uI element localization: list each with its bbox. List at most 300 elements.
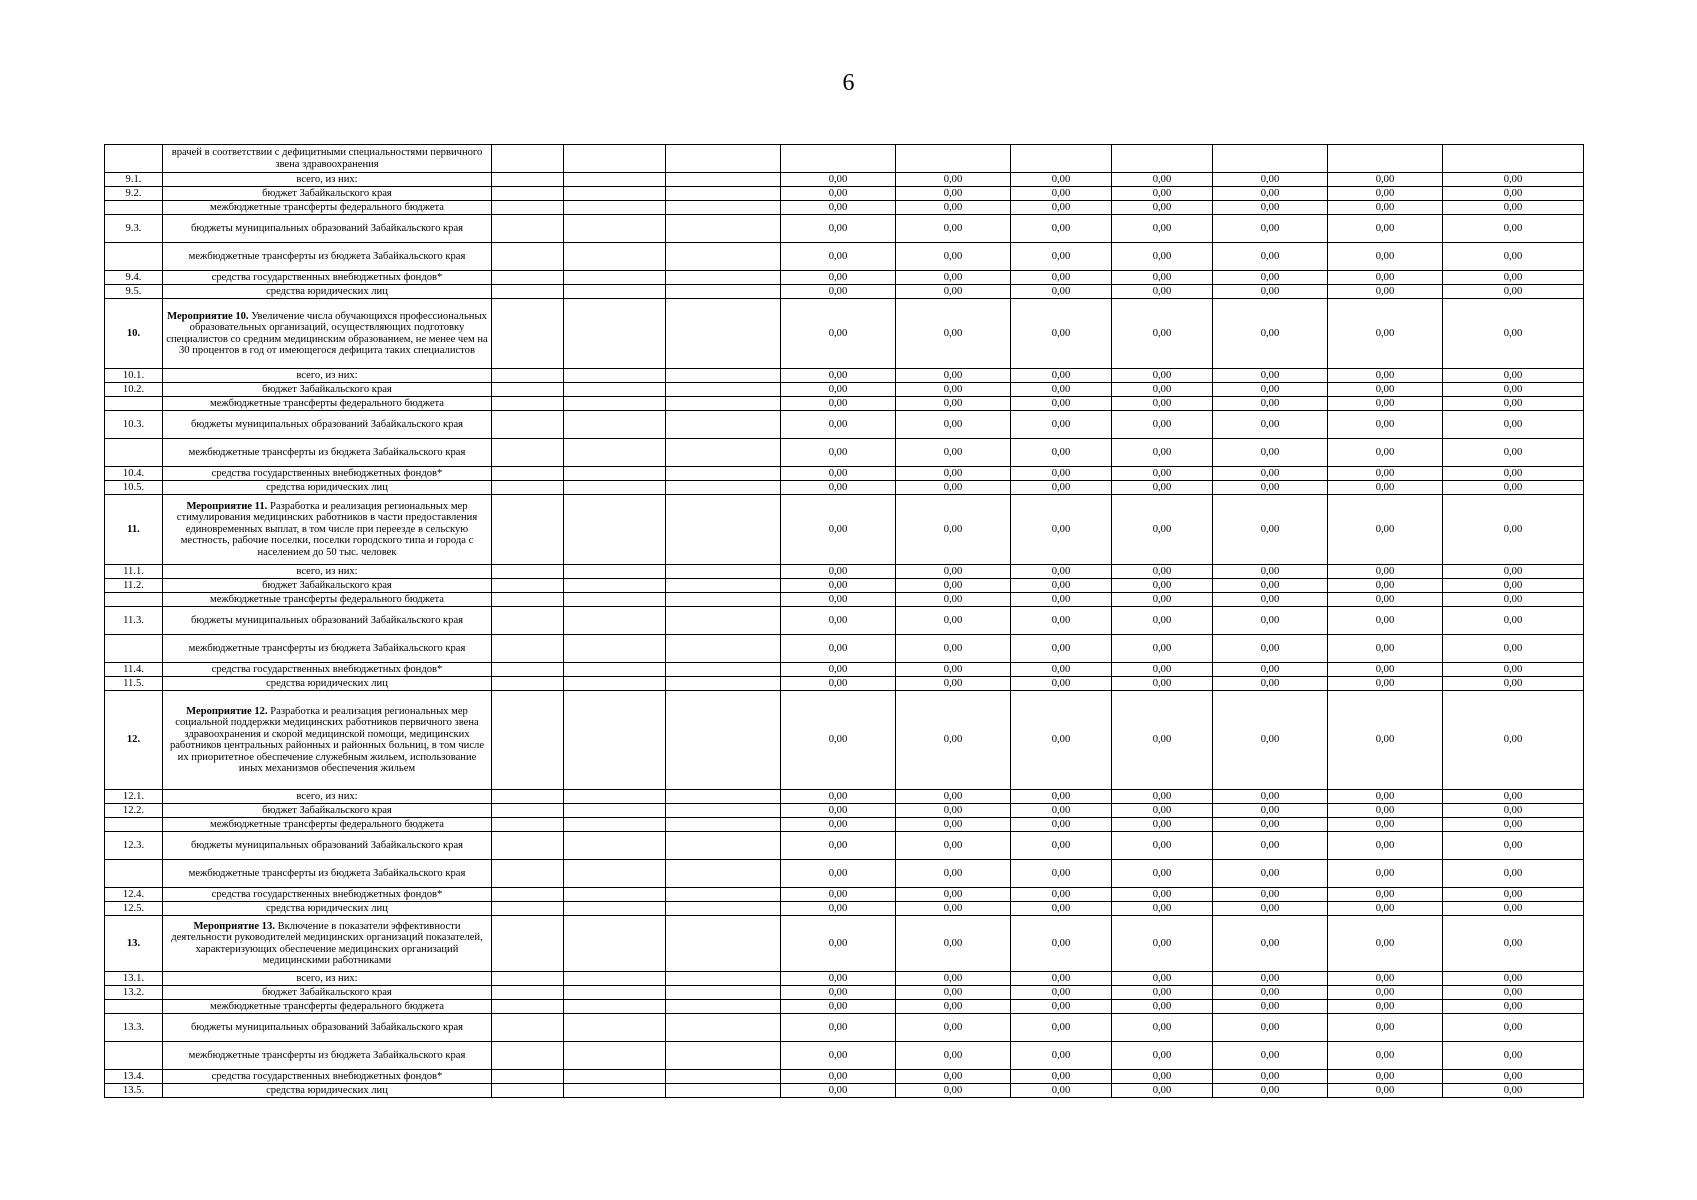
measure-title: Мероприятие 12. [186, 705, 268, 717]
value-cell: 0,00 [1213, 1014, 1328, 1042]
value-cell: 0,00 [1328, 481, 1443, 495]
value-cell: 0,00 [1112, 243, 1213, 271]
empty-cell [666, 383, 781, 397]
row-description-cell: всего, из них: [163, 972, 492, 986]
value-cell: 0,00 [1112, 635, 1213, 663]
row-description-cell: средства государственных внебюджетных фондов* [163, 888, 492, 902]
empty-cell [564, 411, 666, 439]
value-cell: 0,00 [1328, 187, 1443, 201]
empty-cell [666, 818, 781, 832]
value-cell: 0,00 [1112, 187, 1213, 201]
value-cell: 0,00 [896, 593, 1011, 607]
value-cell: 0,00 [781, 1084, 896, 1098]
row-description-cell: всего, из них: [163, 565, 492, 579]
table-row [105, 888, 1584, 902]
empty-cell [492, 691, 564, 790]
value-cell: 0,00 [1328, 1070, 1443, 1084]
value-cell: 0,00 [1443, 1042, 1584, 1070]
value-cell: 0,00 [1213, 860, 1328, 888]
value-cell: 0,00 [1213, 187, 1328, 201]
value-cell: 0,00 [1011, 1042, 1112, 1070]
value-cell: 0,00 [896, 173, 1011, 187]
value-cell: 0,00 [1011, 285, 1112, 299]
value-cell: 0,00 [1213, 677, 1328, 691]
value-cell: 0,00 [1213, 593, 1328, 607]
empty-cell [492, 1070, 564, 1084]
value-cell: 0,00 [1213, 790, 1328, 804]
empty-cell [492, 243, 564, 271]
value-cell [781, 145, 896, 173]
value-cell: 0,00 [781, 299, 896, 369]
row-number-cell [105, 243, 163, 271]
value-cell: 0,00 [1443, 607, 1584, 635]
table-row [105, 1000, 1584, 1014]
value-cell: 0,00 [781, 1014, 896, 1042]
row-number-cell: 12.3. [105, 832, 163, 860]
value-cell: 0,00 [1011, 565, 1112, 579]
value-cell: 0,00 [1112, 1000, 1213, 1014]
value-cell: 0,00 [1443, 790, 1584, 804]
value-cell: 0,00 [781, 397, 896, 411]
empty-cell [666, 677, 781, 691]
row-description-cell: межбюджетные трансферты федерального бюджета [163, 1000, 492, 1014]
value-cell: 0,00 [781, 1042, 896, 1070]
empty-cell [492, 369, 564, 383]
value-cell: 0,00 [1328, 902, 1443, 916]
row-description-cell: средства юридических лиц [163, 902, 492, 916]
empty-cell [492, 1014, 564, 1042]
table-row [105, 369, 1584, 383]
empty-cell [666, 201, 781, 215]
value-cell: 0,00 [896, 271, 1011, 285]
empty-cell [666, 285, 781, 299]
empty-cell [564, 565, 666, 579]
empty-cell [492, 411, 564, 439]
value-cell: 0,00 [1328, 383, 1443, 397]
empty-cell [666, 888, 781, 902]
row-description-cell [163, 916, 492, 972]
value-cell: 0,00 [781, 972, 896, 986]
table-row [105, 677, 1584, 691]
empty-cell [492, 215, 564, 243]
empty-cell [564, 397, 666, 411]
empty-cell [564, 145, 666, 173]
value-cell: 0,00 [1011, 677, 1112, 691]
row-description-cell [163, 299, 492, 369]
value-cell: 0,00 [1011, 299, 1112, 369]
value-cell: 0,00 [896, 411, 1011, 439]
row-description-cell: межбюджетные трансферты из бюджета Забайкальского края [163, 439, 492, 467]
empty-cell [492, 145, 564, 173]
value-cell: 0,00 [781, 986, 896, 1000]
measure-row [105, 916, 1584, 972]
empty-cell [666, 804, 781, 818]
value-cell: 0,00 [781, 916, 896, 972]
row-description-cell: средства государственных внебюджетных фондов* [163, 1070, 492, 1084]
row-number-cell: 11. [105, 495, 163, 565]
empty-cell [492, 888, 564, 902]
value-cell: 0,00 [1213, 383, 1328, 397]
row-description-cell: врачей в соответствии с дефицитными специальностями первичного звена здравоохранения [163, 145, 492, 173]
measure-text: Разработка и реализация региональных мер стимулирования медицинских работников в части предоставления единовременных выплат, в том числе при переезде в сельскую местность, рабочие поселки, поселки городского типа и города с населением до 50 тыс. человек [176, 500, 478, 558]
value-cell: 0,00 [896, 986, 1011, 1000]
value-cell: 0,00 [1112, 369, 1213, 383]
empty-cell [564, 1070, 666, 1084]
value-cell: 0,00 [1328, 271, 1443, 285]
empty-cell [492, 1042, 564, 1070]
row-number-cell: 13. [105, 916, 163, 972]
empty-cell [492, 271, 564, 285]
empty-cell [492, 467, 564, 481]
row-number-cell: 12. [105, 691, 163, 790]
value-cell: 0,00 [781, 481, 896, 495]
value-cell: 0,00 [1328, 1084, 1443, 1098]
empty-cell [666, 495, 781, 565]
row-number-cell [105, 635, 163, 663]
empty-cell [564, 804, 666, 818]
value-cell: 0,00 [896, 804, 1011, 818]
value-cell: 0,00 [1011, 607, 1112, 635]
value-cell: 0,00 [1112, 593, 1213, 607]
value-cell: 0,00 [1112, 916, 1213, 972]
value-cell: 0,00 [1443, 818, 1584, 832]
value-cell: 0,00 [1112, 790, 1213, 804]
value-cell: 0,00 [1213, 565, 1328, 579]
empty-cell [666, 902, 781, 916]
empty-cell [492, 804, 564, 818]
table-row [105, 607, 1584, 635]
value-cell: 0,00 [1011, 804, 1112, 818]
row-number-cell: 13.5. [105, 1084, 163, 1098]
table-row [105, 790, 1584, 804]
value-cell [1213, 145, 1328, 173]
measure-row [105, 691, 1584, 790]
empty-cell [492, 285, 564, 299]
value-cell: 0,00 [1443, 467, 1584, 481]
empty-cell [492, 439, 564, 467]
row-description-cell: средства государственных внебюджетных фондов* [163, 271, 492, 285]
row-description-cell [163, 691, 492, 790]
table-row [105, 818, 1584, 832]
empty-cell [564, 972, 666, 986]
row-description-cell: межбюджетные трансферты федерального бюджета [163, 201, 492, 215]
table-row [105, 635, 1584, 663]
value-cell: 0,00 [781, 565, 896, 579]
value-cell: 0,00 [896, 285, 1011, 299]
empty-cell [666, 243, 781, 271]
value-cell: 0,00 [1213, 397, 1328, 411]
value-cell: 0,00 [1213, 1084, 1328, 1098]
value-cell: 0,00 [896, 187, 1011, 201]
value-cell: 0,00 [1443, 243, 1584, 271]
empty-cell [666, 299, 781, 369]
table-row [105, 285, 1584, 299]
value-cell: 0,00 [781, 187, 896, 201]
value-cell: 0,00 [1443, 201, 1584, 215]
empty-cell [666, 593, 781, 607]
value-cell: 0,00 [1213, 832, 1328, 860]
value-cell: 0,00 [1213, 285, 1328, 299]
value-cell: 0,00 [781, 677, 896, 691]
value-cell: 0,00 [896, 299, 1011, 369]
value-cell: 0,00 [1328, 369, 1443, 383]
value-cell: 0,00 [1112, 299, 1213, 369]
value-cell: 0,00 [1328, 411, 1443, 439]
value-cell: 0,00 [1443, 902, 1584, 916]
value-cell: 0,00 [1112, 439, 1213, 467]
value-cell: 0,00 [1112, 677, 1213, 691]
value-cell: 0,00 [896, 243, 1011, 271]
row-description-cell: бюджет Забайкальского края [163, 804, 492, 818]
empty-cell [564, 790, 666, 804]
table-row [105, 1070, 1584, 1084]
value-cell: 0,00 [1112, 1014, 1213, 1042]
value-cell: 0,00 [896, 790, 1011, 804]
empty-cell [666, 1042, 781, 1070]
value-cell: 0,00 [1011, 215, 1112, 243]
empty-cell [666, 187, 781, 201]
value-cell: 0,00 [1443, 691, 1584, 790]
empty-cell [666, 397, 781, 411]
empty-cell [564, 215, 666, 243]
empty-cell [666, 411, 781, 439]
empty-cell [666, 1000, 781, 1014]
row-number-cell: 11.5. [105, 677, 163, 691]
value-cell: 0,00 [1443, 579, 1584, 593]
value-cell: 0,00 [1011, 383, 1112, 397]
empty-cell [492, 187, 564, 201]
value-cell: 0,00 [896, 481, 1011, 495]
row-description-cell: бюджет Забайкальского края [163, 579, 492, 593]
value-cell: 0,00 [1213, 215, 1328, 243]
empty-cell [666, 635, 781, 663]
value-cell: 0,00 [781, 818, 896, 832]
empty-cell [666, 271, 781, 285]
table-row [105, 832, 1584, 860]
empty-cell [564, 579, 666, 593]
value-cell: 0,00 [1443, 860, 1584, 888]
value-cell: 0,00 [1213, 1000, 1328, 1014]
value-cell: 0,00 [1011, 635, 1112, 663]
value-cell: 0,00 [1112, 663, 1213, 677]
table-row [105, 565, 1584, 579]
row-number-cell: 10.1. [105, 369, 163, 383]
row-description-cell: межбюджетные трансферты из бюджета Забайкальского края [163, 1042, 492, 1070]
value-cell: 0,00 [1213, 663, 1328, 677]
empty-cell [666, 369, 781, 383]
row-number-cell: 9.2. [105, 187, 163, 201]
empty-cell [492, 790, 564, 804]
empty-cell [666, 439, 781, 467]
value-cell: 0,00 [1213, 271, 1328, 285]
value-cell: 0,00 [1213, 173, 1328, 187]
empty-cell [666, 860, 781, 888]
value-cell: 0,00 [1443, 411, 1584, 439]
empty-cell [492, 860, 564, 888]
value-cell: 0,00 [781, 790, 896, 804]
value-cell: 0,00 [896, 860, 1011, 888]
value-cell: 0,00 [1328, 790, 1443, 804]
value-cell: 0,00 [1443, 565, 1584, 579]
value-cell [1328, 145, 1443, 173]
value-cell: 0,00 [781, 369, 896, 383]
value-cell: 0,00 [1011, 173, 1112, 187]
row-description-cell: средства юридических лиц [163, 677, 492, 691]
value-cell: 0,00 [1328, 299, 1443, 369]
empty-cell [492, 986, 564, 1000]
row-number-cell: 11.1. [105, 565, 163, 579]
empty-cell [666, 663, 781, 677]
value-cell: 0,00 [1011, 467, 1112, 481]
empty-cell [564, 1014, 666, 1042]
value-cell: 0,00 [1443, 439, 1584, 467]
empty-cell [564, 635, 666, 663]
value-cell: 0,00 [896, 607, 1011, 635]
value-cell: 0,00 [1328, 397, 1443, 411]
value-cell: 0,00 [1443, 1084, 1584, 1098]
empty-cell [564, 173, 666, 187]
value-cell: 0,00 [781, 439, 896, 467]
value-cell: 0,00 [896, 383, 1011, 397]
value-cell: 0,00 [781, 635, 896, 663]
value-cell: 0,00 [1011, 187, 1112, 201]
empty-cell [492, 397, 564, 411]
value-cell: 0,00 [1011, 271, 1112, 285]
value-cell: 0,00 [1112, 271, 1213, 285]
value-cell: 0,00 [1112, 285, 1213, 299]
table-row [105, 986, 1584, 1000]
measure-text: Увеличение числа обучающихся профессиональных образовательных организаций, осуществляющих подготовку специалистов со средним медицинским образованием, не менее чем на 30 процентов в год от имеющегося дефицита таких специалистов [166, 310, 488, 356]
value-cell: 0,00 [1443, 888, 1584, 902]
value-cell: 0,00 [1112, 1042, 1213, 1070]
table-row [105, 243, 1584, 271]
row-description-cell: бюджеты муниципальных образований Забайкальского края [163, 832, 492, 860]
value-cell: 0,00 [1011, 579, 1112, 593]
empty-cell [666, 215, 781, 243]
value-cell: 0,00 [781, 663, 896, 677]
row-description-cell: всего, из них: [163, 790, 492, 804]
value-cell: 0,00 [1328, 635, 1443, 663]
value-cell: 0,00 [781, 832, 896, 860]
value-cell: 0,00 [1011, 495, 1112, 565]
row-number-cell: 12.5. [105, 902, 163, 916]
empty-cell [564, 677, 666, 691]
value-cell: 0,00 [1213, 201, 1328, 215]
row-number-cell: 13.3. [105, 1014, 163, 1042]
value-cell: 0,00 [1112, 565, 1213, 579]
empty-cell [492, 916, 564, 972]
value-cell: 0,00 [1213, 495, 1328, 565]
value-cell: 0,00 [1443, 271, 1584, 285]
value-cell: 0,00 [1213, 243, 1328, 271]
empty-cell [492, 173, 564, 187]
value-cell: 0,00 [896, 369, 1011, 383]
value-cell: 0,00 [1011, 243, 1112, 271]
value-cell: 0,00 [1328, 1000, 1443, 1014]
row-description-cell: бюджет Забайкальского края [163, 986, 492, 1000]
value-cell: 0,00 [896, 635, 1011, 663]
row-number-cell [105, 860, 163, 888]
empty-cell [564, 888, 666, 902]
value-cell: 0,00 [1112, 173, 1213, 187]
empty-cell [492, 677, 564, 691]
row-number-cell: 12.4. [105, 888, 163, 902]
value-cell: 0,00 [1213, 411, 1328, 439]
value-cell: 0,00 [1112, 495, 1213, 565]
value-cell: 0,00 [1011, 902, 1112, 916]
table-row [105, 1042, 1584, 1070]
value-cell: 0,00 [781, 215, 896, 243]
empty-cell [564, 916, 666, 972]
value-cell: 0,00 [781, 804, 896, 818]
empty-cell [564, 271, 666, 285]
value-cell: 0,00 [1213, 1070, 1328, 1084]
value-cell: 0,00 [896, 1084, 1011, 1098]
value-cell: 0,00 [781, 243, 896, 271]
value-cell: 0,00 [781, 860, 896, 888]
table-row [105, 411, 1584, 439]
empty-cell [564, 369, 666, 383]
value-cell: 0,00 [1328, 677, 1443, 691]
value-cell: 0,00 [781, 411, 896, 439]
row-description-cell: бюджет Забайкальского края [163, 383, 492, 397]
value-cell: 0,00 [1213, 986, 1328, 1000]
value-cell: 0,00 [1213, 635, 1328, 663]
value-cell: 0,00 [896, 818, 1011, 832]
empty-cell [492, 495, 564, 565]
empty-cell [564, 467, 666, 481]
row-number-cell [105, 593, 163, 607]
value-cell: 0,00 [1443, 986, 1584, 1000]
value-cell: 0,00 [1328, 215, 1443, 243]
value-cell: 0,00 [1213, 467, 1328, 481]
value-cell: 0,00 [1011, 593, 1112, 607]
empty-cell [492, 299, 564, 369]
value-cell: 0,00 [896, 1070, 1011, 1084]
row-number-cell [105, 439, 163, 467]
value-cell: 0,00 [1011, 1014, 1112, 1042]
value-cell: 0,00 [1112, 818, 1213, 832]
empty-cell [564, 860, 666, 888]
row-description-cell: межбюджетные трансферты федерального бюджета [163, 593, 492, 607]
table-row [105, 972, 1584, 986]
value-cell: 0,00 [1213, 607, 1328, 635]
value-cell: 0,00 [1112, 860, 1213, 888]
value-cell: 0,00 [896, 215, 1011, 243]
value-cell: 0,00 [1112, 481, 1213, 495]
measure-row [105, 495, 1584, 565]
empty-cell [666, 916, 781, 972]
value-cell: 0,00 [896, 201, 1011, 215]
empty-cell [492, 593, 564, 607]
empty-cell [564, 902, 666, 916]
value-cell: 0,00 [1011, 1000, 1112, 1014]
row-description-cell: межбюджетные трансферты федерального бюджета [163, 818, 492, 832]
value-cell: 0,00 [1011, 1084, 1112, 1098]
value-cell: 0,00 [1328, 285, 1443, 299]
value-cell: 0,00 [1112, 691, 1213, 790]
value-cell: 0,00 [1112, 972, 1213, 986]
value-cell: 0,00 [1443, 299, 1584, 369]
empty-cell [564, 607, 666, 635]
measure-title: Мероприятие 13. [193, 920, 275, 932]
row-number-cell: 13.1. [105, 972, 163, 986]
empty-cell [564, 481, 666, 495]
value-cell: 0,00 [1213, 804, 1328, 818]
value-cell: 0,00 [1112, 467, 1213, 481]
value-cell: 0,00 [1112, 411, 1213, 439]
value-cell: 0,00 [1112, 579, 1213, 593]
